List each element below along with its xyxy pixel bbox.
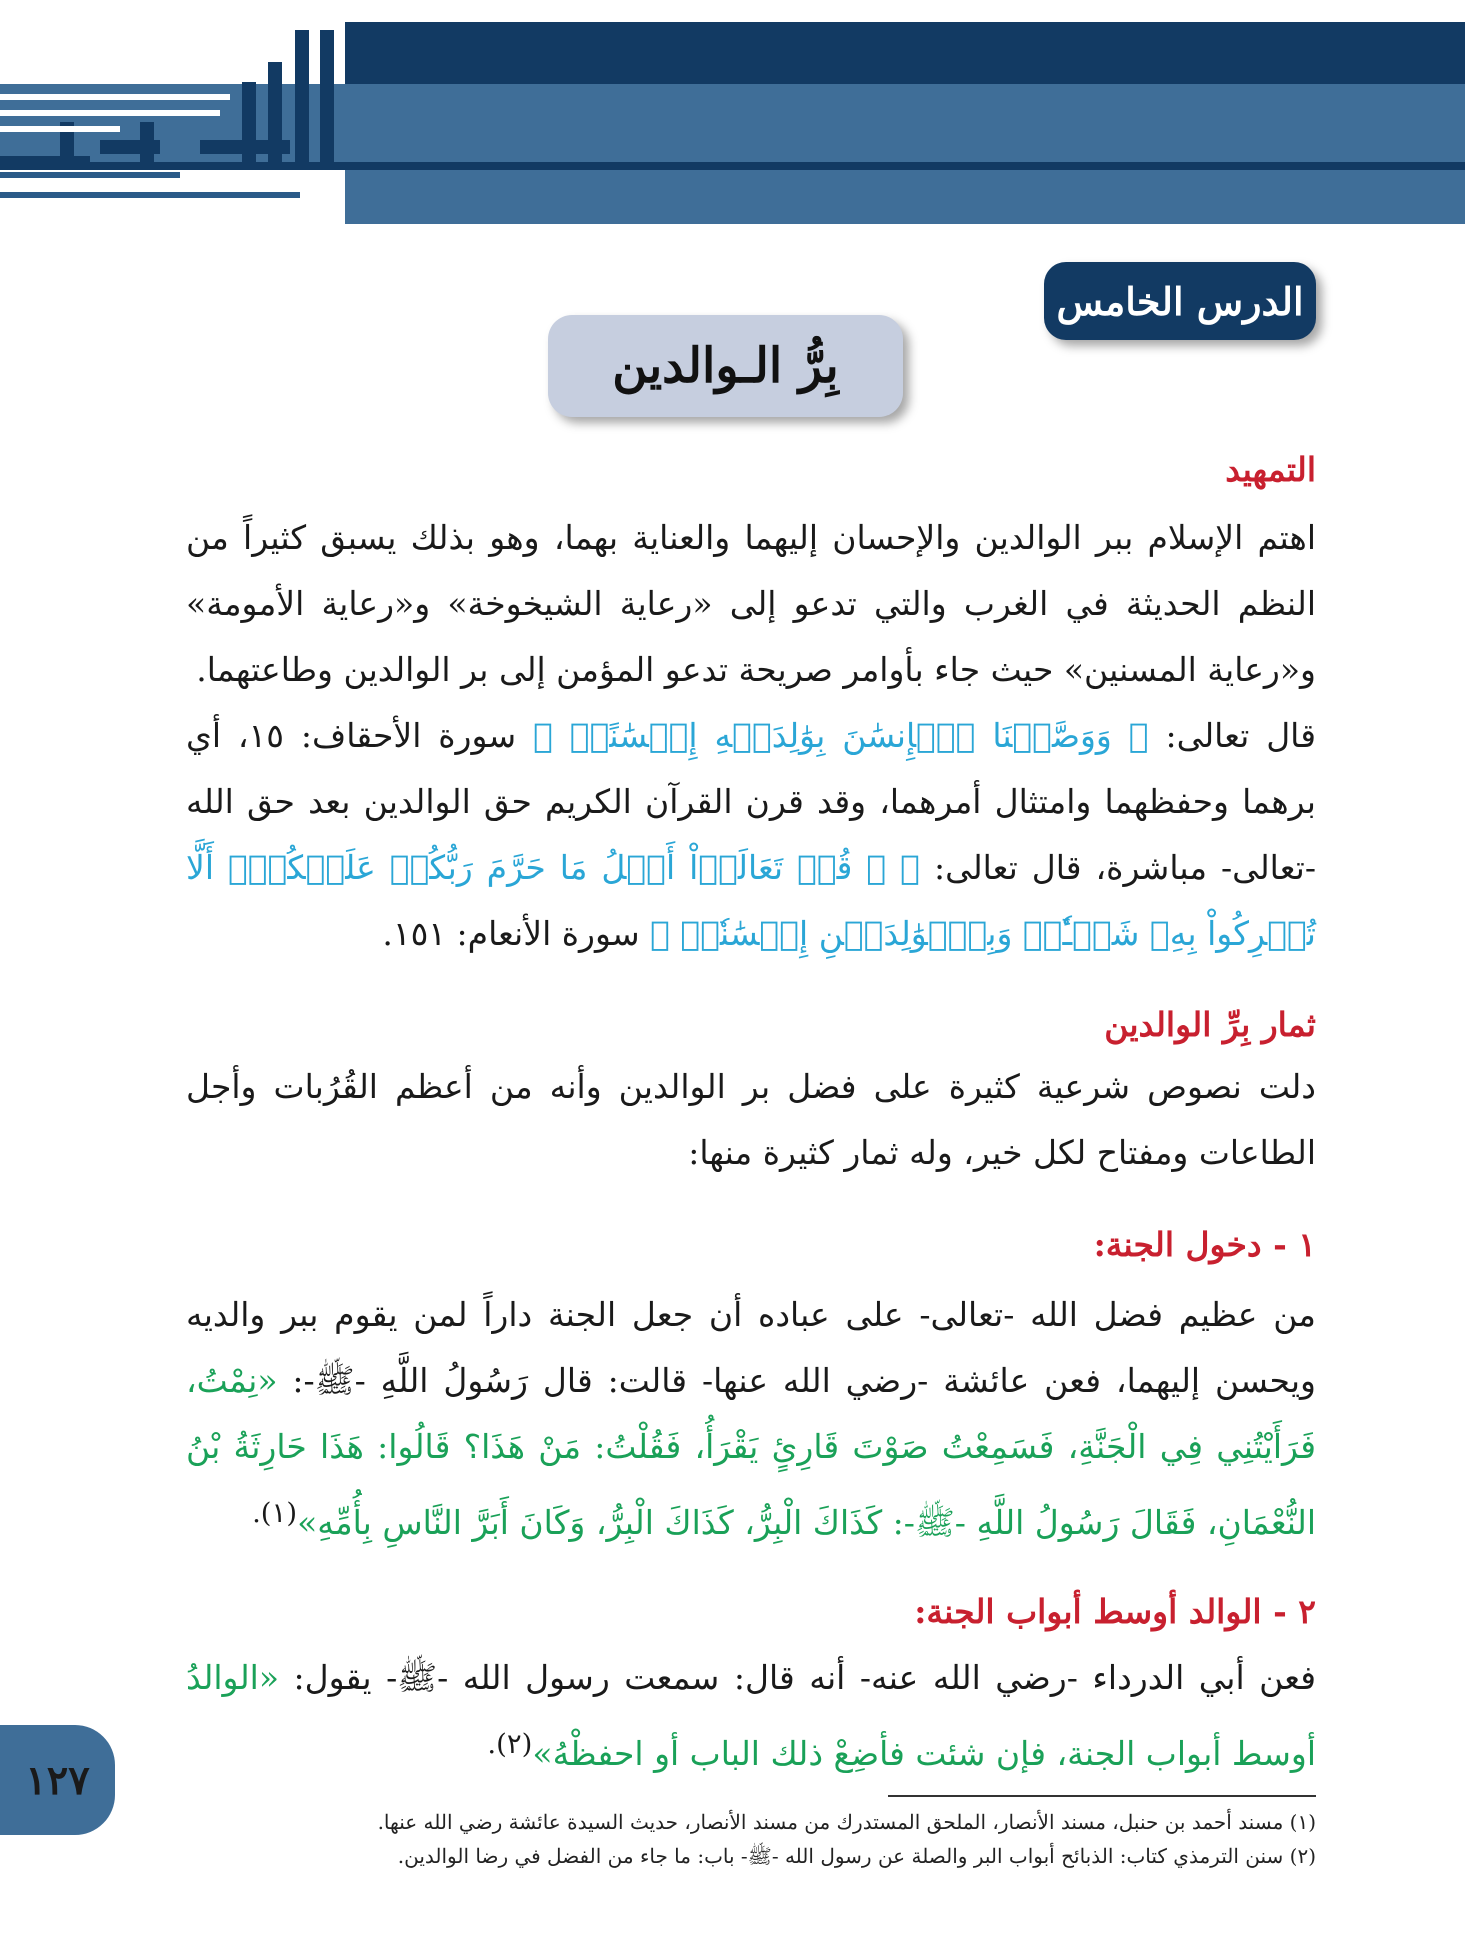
fruits-paragraph: دلت نصوص شرعية كثيرة على فضل بر الوالدين وأنه من أعظم القُرُبات وأجل الطاعات ومفتاح لكل خير، وله ثمار كثيرة منها: — [186, 1067, 1316, 1172]
page-number: ١٢٧ — [25, 1756, 90, 1804]
lesson-number-label: الدرس الخامس — [1056, 278, 1304, 324]
verse2-quran-text: ﴿ ۞ قُلۡ تَعَالَوۡاْ أَتۡلُ مَا حَرَّمَ رَبُّكُمۡ عَلَيۡكُمۡۖ أَلَّا تُشۡرِكُواْ بِهِۦ شَيۡـٔٗاۖ وَبِٱلۡوَٰلِدَيۡنِ إِحۡسَٰنٗاۖ ﴾ — [186, 848, 1316, 953]
intro-paragraph: اهتم الإسلام ببر الوالدين والإحسان إليهما والعناية بهما، وهو بذلك يسبق كثيراً من النظم الحديثة في الغرب والتي تدعو إلى «رعاية الشيخوخة» و«رعاية الأمومة» و«رعاية المسنين» حيث جاء بأوامر صريحة تدعو المؤمن إلى بر الوالدين وطاعتهما. — [186, 518, 1316, 689]
point2-hadith: «الوالدُ أوسط أبواب الجنة، فإن شئت فأضِعْ ذلك الباب أو احفظْهُ» — [186, 1658, 1316, 1773]
verse1-prefix: قال تعالى: — [1148, 716, 1317, 755]
footnotes — [216, 1805, 1316, 1873]
point1-hadith: «نِمْتُ، فَرَأَيْتُنِي فِي الْجَنَّةِ، فَسَمِعْتُ صَوْتَ قَارِئٍ يَقْرَأُ، فَقُلْتُ: مَنْ هَذَا؟ قَالُوا: هَذَا حَارِثَةُ بْنُ النُّعْمَانِ، فَقَالَ رَسُولُ اللَّهِ -ﷺ-: كَذَاكَ الْبِرُّ، كَذَاكَ الْبِرُّ، وَكَانَ أَبَرَّ النَّاسِ بِأُمِّهِ» — [186, 1361, 1316, 1542]
page-number-tab — [0, 1725, 115, 1835]
intro-verses — [186, 703, 1316, 967]
lesson-title: بِرُّ الـوالدين — [612, 338, 839, 394]
lesson-number-badge — [1044, 262, 1316, 340]
footnote-1: (١) مسند أحمد بن حنبل، مسند الأنصار، الملحق المستدرك من مسند الأنصار، حديث السيدة عائشة رضي الله عنها. — [377, 1810, 1316, 1834]
header-band-top — [345, 22, 1465, 84]
footnote-divider — [888, 1795, 1316, 1797]
point2-text: فعن أبي الدرداء -رضي الله عنه- أنه قال: سمعت رسول الله -ﷺ- يقول: — [279, 1658, 1316, 1697]
point2-section — [186, 1645, 1316, 1787]
point1-heading: ١ - دخول الجنة: — [1093, 1225, 1316, 1264]
footnote-ref-2: (٢). — [487, 1728, 533, 1760]
fruits-heading: ثمار بِرِّ الوالدين — [1104, 1005, 1316, 1044]
intro-section — [186, 505, 1316, 967]
page-header — [0, 22, 1465, 212]
fruits-section — [186, 1054, 1316, 1186]
point1-section — [186, 1282, 1316, 1556]
point1-paragraph — [186, 1282, 1316, 1556]
verse2-suffix: سورة الأنعام: ١٥١. — [382, 914, 651, 953]
point2-paragraph — [186, 1645, 1316, 1787]
point1-text: من عظيم فضل الله -تعالى- على عباده أن جعل الجنة داراً لمن يقوم ببر والديه ويحسن إليهما، فعن عائشة -رضي الله عنها- قالت: قال رَسُولُ اللَّهِ -ﷺ-: — [186, 1295, 1316, 1400]
lesson-title-badge — [548, 315, 903, 417]
footnote-ref-1: (١). — [252, 1497, 298, 1529]
verse1-suffix: سورة الأحقاف: ١٥، أي برهما وحفظهما وامتثال أمرهما، وقد قرن القرآن الكريم حق الوالدين بعد حق الله -تعالى- مباشرة، قال تعالى: — [186, 716, 1316, 887]
footnote-2: (٢) سنن الترمذي كتاب: الذبائح أبواب البر والصلة عن رسول الله -ﷺ- باب: ما جاء من الفضل في رضا الوالدين. — [397, 1844, 1316, 1868]
header-band-main — [345, 84, 1465, 224]
point2-heading: ٢ - الوالد أوسط أبواب الجنة: — [914, 1592, 1316, 1631]
intro-heading: التمهيد — [1225, 450, 1316, 489]
book-logo-icon — [0, 22, 345, 212]
verse1-quran-text: ﴿ وَوَصَّيۡنَا ٱلۡإِنسَٰنَ بِوَٰلِدَيۡهِ إِحۡسَٰنًاۖ ﴾ — [533, 716, 1149, 755]
svg-text:التهذيب: التهذيب — [170, 80, 174, 81]
